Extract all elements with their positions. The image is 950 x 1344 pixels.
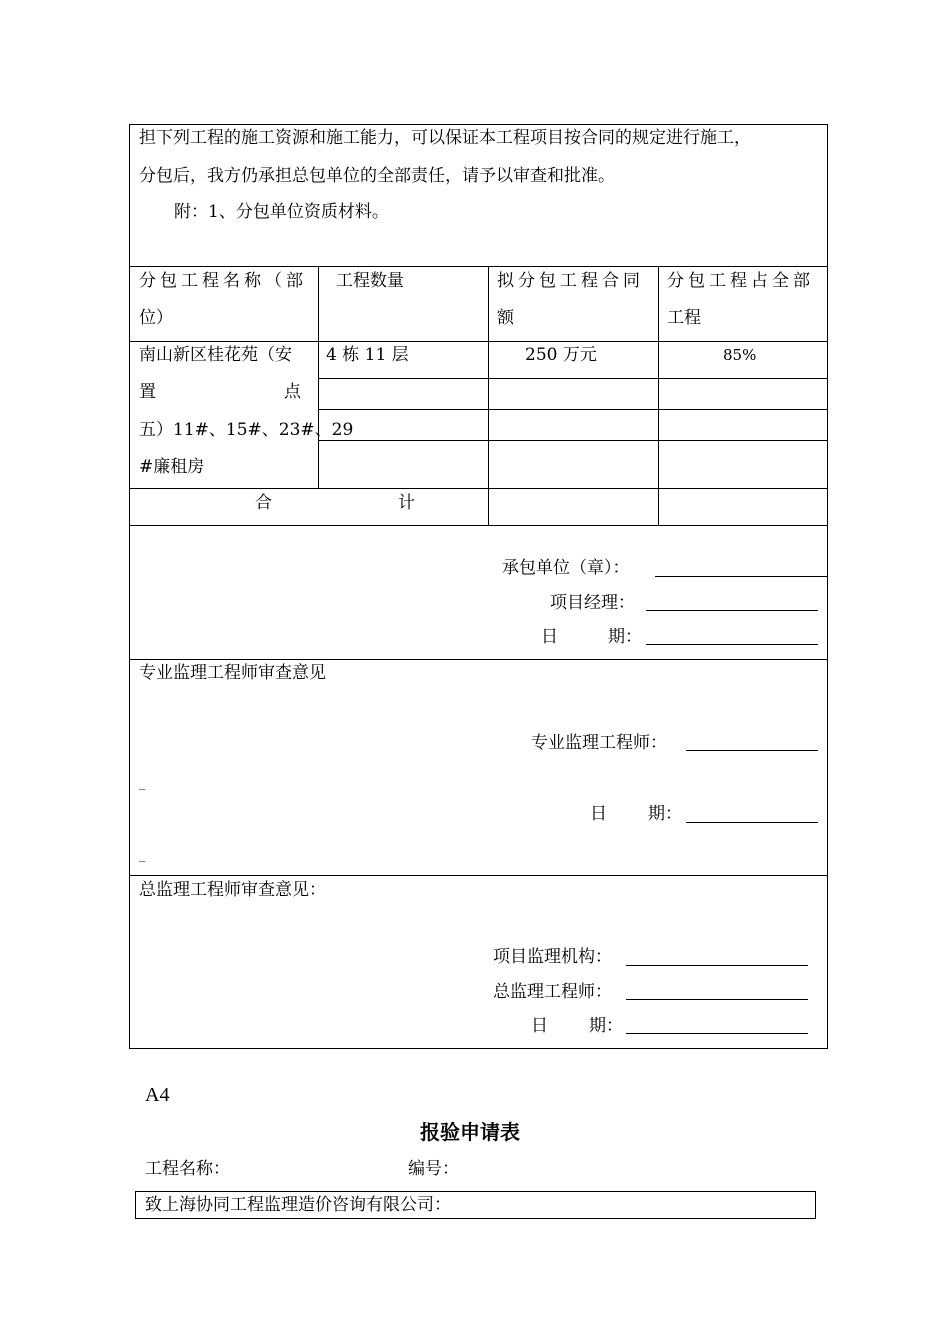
header-quantity: 工程数量	[336, 271, 404, 291]
row-name-l1: 南山新区桂花苑（安	[139, 345, 292, 365]
row-amount: 250 万元	[525, 345, 597, 365]
header-amount-l2: 额	[497, 308, 514, 328]
rule-contractor-bottom	[129, 659, 828, 660]
chief-date-b: 期：	[589, 1016, 623, 1036]
contractor-date-a: 日	[541, 627, 558, 647]
project-manager-line[interactable]	[646, 610, 818, 611]
project-manager-label: 项目经理：	[550, 593, 635, 613]
total-label-a: 合	[255, 493, 272, 513]
number-label: 编号：	[408, 1159, 459, 1179]
chief-org-line[interactable]	[626, 965, 808, 966]
specialist-mark-2: _	[139, 848, 146, 863]
contractor-date-b: 期：	[608, 627, 642, 647]
col-divider-3	[658, 266, 659, 525]
contractor-unit-line[interactable]	[655, 576, 827, 577]
header-name-l2: 位）	[139, 308, 173, 328]
form-code: A4	[145, 1084, 170, 1106]
rule-row3	[318, 440, 828, 441]
row-quantity: 4 栋 11 层	[326, 345, 409, 365]
col-divider-1	[318, 266, 319, 488]
rule-header-bottom	[129, 341, 828, 342]
rule-total-top	[129, 488, 828, 489]
specialist-date-line[interactable]	[686, 822, 818, 823]
form-title: 报验申请表	[420, 1120, 520, 1144]
chief-heading: 总监理工程师审查意见：	[139, 880, 326, 900]
rule-intro-bottom	[129, 266, 828, 267]
specialist-date-b: 期：	[648, 804, 682, 824]
header-ratio-l2: 工程	[667, 308, 701, 328]
header-amount-l1: 拟分包工程合同	[497, 271, 644, 291]
contractor-unit-label: 承包单位（章）：	[502, 558, 630, 578]
specialist-engineer-line[interactable]	[686, 750, 818, 751]
rule-specialist-bottom	[129, 875, 828, 876]
addressee-text: 致上海协同工程监理造价咨询有限公司：	[145, 1195, 451, 1215]
specialist-engineer-label: 专业监理工程师：	[531, 733, 667, 753]
specialist-heading: 专业监理工程师审查意见	[139, 663, 326, 683]
intro-line-2: 分包后，我方仍承担总包单位的全部责任，请予以审查和批准。	[139, 166, 615, 186]
chief-date-line[interactable]	[626, 1033, 808, 1034]
chief-engineer-label: 总监理工程师：	[493, 982, 612, 1002]
row-name-l4: #廉租房	[139, 457, 205, 477]
rule-row1	[318, 378, 828, 379]
intro-line-1: 担下列工程的施工资源和施工能力，可以保证本工程项目按合同的规定进行施工，	[139, 128, 751, 148]
rule-total-bottom	[129, 525, 828, 526]
row-name-l2a: 置	[139, 382, 156, 402]
specialist-date-a: 日	[590, 804, 607, 824]
chief-org-label: 项目监理机构：	[493, 947, 612, 967]
row-name-l3: 五）11#、15#、23#、29	[139, 420, 354, 440]
row-name-l2b: 点	[284, 382, 301, 402]
row-ratio: 85%	[723, 346, 757, 364]
intro-attachment: 附：1、分包单位资质材料。	[174, 202, 389, 222]
header-name-l1: 分包工程名称（部	[139, 271, 307, 291]
specialist-mark-1: _	[139, 776, 146, 791]
contractor-date-line[interactable]	[646, 644, 818, 645]
project-name-label: 工程名称：	[145, 1159, 230, 1179]
rule-row2	[318, 409, 828, 410]
subcontract-form-frame	[129, 124, 828, 1049]
header-ratio-l1: 分包工程占全部	[667, 271, 814, 291]
chief-date-a: 日	[531, 1016, 548, 1036]
total-label-b: 计	[398, 493, 415, 513]
col-divider-2	[488, 266, 489, 525]
chief-engineer-line[interactable]	[626, 999, 808, 1000]
